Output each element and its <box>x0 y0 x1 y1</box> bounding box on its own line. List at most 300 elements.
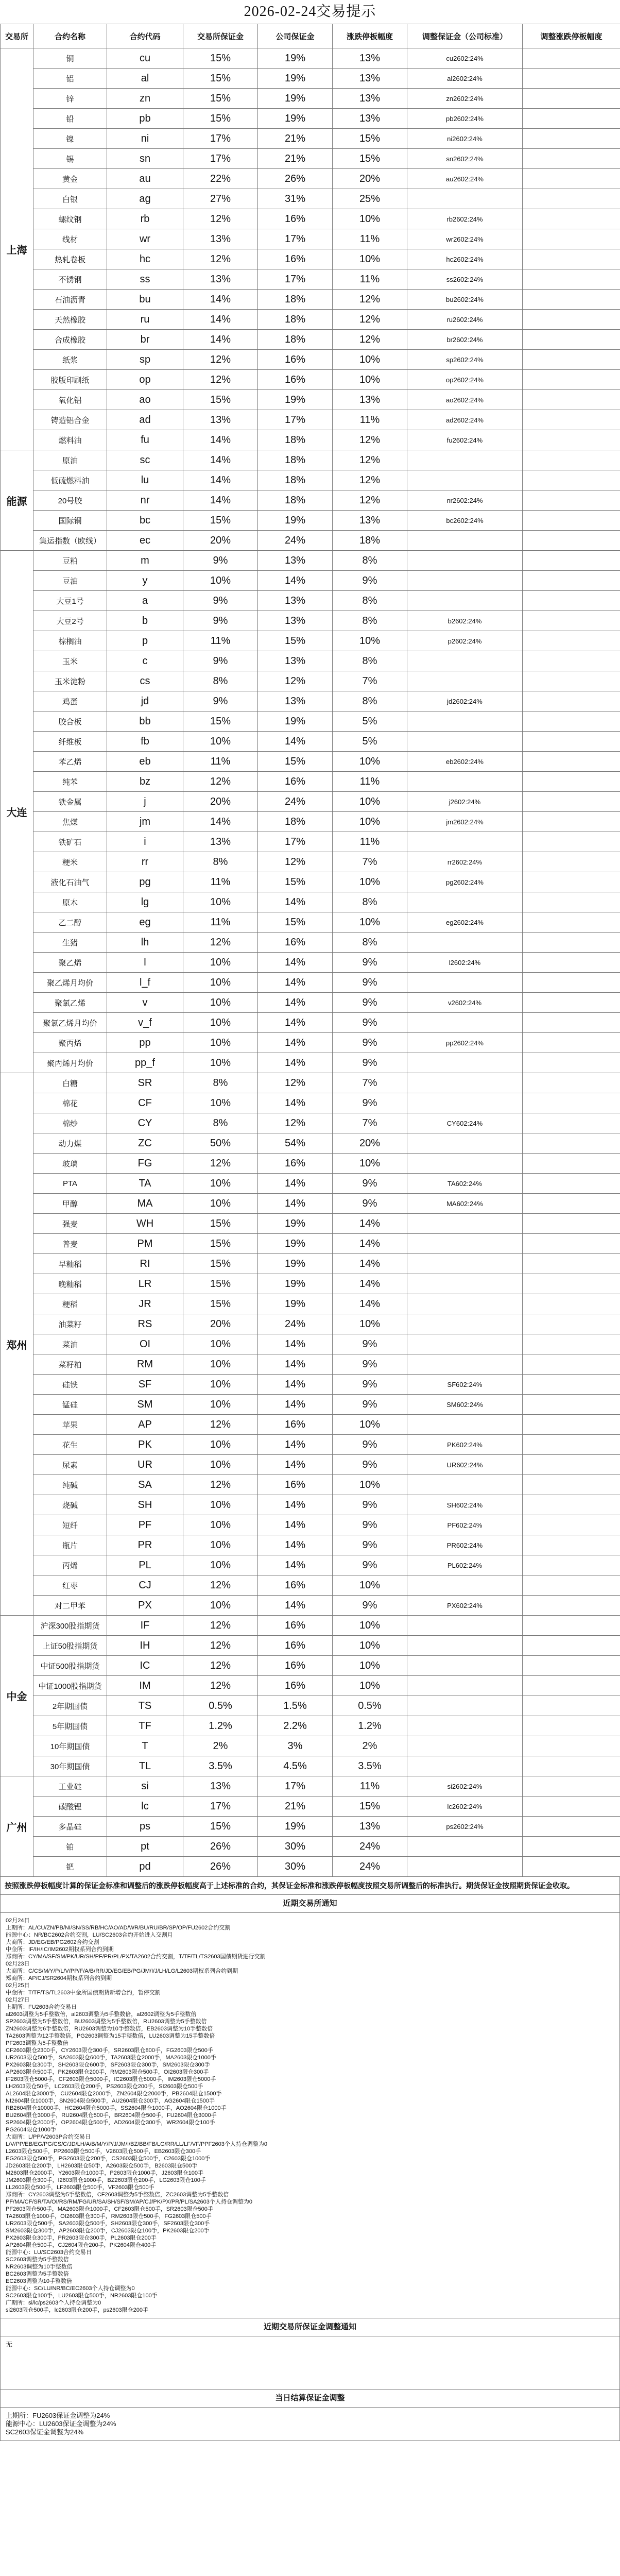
contract-code-cell: TA <box>107 1174 183 1194</box>
adjusted-margin-cell <box>407 1314 523 1334</box>
contract-code-cell: pt <box>107 1837 183 1857</box>
limit-range-cell: 12% <box>333 330 407 350</box>
contract-name-cell: 聚丙烯 <box>33 1033 107 1053</box>
adjusted-margin-cell <box>407 571 523 591</box>
adjusted-margin-cell <box>407 1073 523 1093</box>
table-row <box>1 129 620 149</box>
table-row <box>1 1495 620 1515</box>
company-margin-cell: 14% <box>258 1174 333 1194</box>
limit-range-cell: 14% <box>333 1214 407 1234</box>
adjusted-limit-cell <box>523 470 620 490</box>
contract-name-cell: 锰硅 <box>33 1395 107 1415</box>
contract-name-cell: 粳米 <box>33 852 107 872</box>
adjusted-limit-cell <box>523 651 620 671</box>
contract-name-cell: 瓶片 <box>33 1535 107 1555</box>
contract-name-cell: 菜油 <box>33 1334 107 1354</box>
table-row <box>1 470 620 490</box>
adjusted-limit-cell <box>523 1033 620 1053</box>
contract-code-cell: ec <box>107 531 183 551</box>
contract-code-cell: pp <box>107 1033 183 1053</box>
adjusted-margin-cell <box>407 1274 523 1294</box>
limit-range-cell: 7% <box>333 1113 407 1133</box>
limit-range-cell: 12% <box>333 450 407 470</box>
adjust-text: 无 <box>6 2341 13 2348</box>
limit-range-cell: 10% <box>333 1676 407 1696</box>
table-row <box>1 89 620 109</box>
adjusted-margin-cell: bc2602:24% <box>407 511 523 531</box>
company-margin-cell: 17% <box>258 1776 333 1797</box>
exchange-margin-cell: 10% <box>183 1334 258 1354</box>
contract-name-cell: 大豆1号 <box>33 591 107 611</box>
limit-range-cell: 14% <box>333 1254 407 1274</box>
contract-name-cell: 聚氯乙烯月均价 <box>33 1013 107 1033</box>
company-margin-cell: 26% <box>258 169 333 189</box>
adjusted-margin-cell: b2602:24% <box>407 611 523 631</box>
contract-code-cell: ad <box>107 410 183 430</box>
company-margin-cell: 19% <box>258 109 333 129</box>
table-row <box>1 149 620 169</box>
header-limit-range: 涨跌停板幅度 <box>333 24 407 48</box>
contract-name-cell: 聚氯乙烯 <box>33 993 107 1013</box>
company-margin-cell: 3% <box>258 1736 333 1756</box>
table-row <box>1 1837 620 1857</box>
contract-name-cell: 聚乙烯 <box>33 953 107 973</box>
adjusted-limit-cell <box>523 209 620 229</box>
company-margin-cell: 19% <box>258 1234 333 1254</box>
table-row <box>1 1797 620 1817</box>
limit-range-cell: 10% <box>333 350 407 370</box>
adjusted-limit-cell <box>523 812 620 832</box>
limit-range-cell: 8% <box>333 691 407 711</box>
limit-range-cell: 7% <box>333 1073 407 1093</box>
header-company-margin: 公司保证金 <box>258 24 333 48</box>
exchange-margin-cell: 15% <box>183 1254 258 1274</box>
adjusted-limit-cell <box>523 1676 620 1696</box>
adjusted-margin-cell <box>407 1676 523 1696</box>
limit-range-cell: 12% <box>333 470 407 490</box>
company-margin-cell: 17% <box>258 410 333 430</box>
adjusted-limit-cell <box>523 1214 620 1234</box>
company-margin-cell: 19% <box>258 1294 333 1314</box>
contract-code-cell: jd <box>107 691 183 711</box>
table-row <box>1 1174 620 1194</box>
contract-code-cell: T <box>107 1736 183 1756</box>
contract-code-cell: SR <box>107 1073 183 1093</box>
contract-code-cell: i <box>107 832 183 852</box>
table-row <box>1 1073 620 1093</box>
adjusted-margin-cell <box>407 832 523 852</box>
limit-range-cell: 9% <box>333 1555 407 1575</box>
exchange-cell: 能源 <box>1 450 33 551</box>
adjusted-limit-cell <box>523 89 620 109</box>
adjusted-margin-cell <box>407 531 523 551</box>
contract-code-cell: IF <box>107 1616 183 1636</box>
company-margin-cell: 12% <box>258 852 333 872</box>
adjusted-limit-cell <box>523 430 620 450</box>
company-margin-cell: 16% <box>258 1154 333 1174</box>
exchange-margin-cell: 12% <box>183 1154 258 1174</box>
contract-code-cell: jm <box>107 812 183 832</box>
company-margin-cell: 17% <box>258 269 333 290</box>
adjusted-limit-cell <box>523 490 620 511</box>
contract-name-cell: 丙烯 <box>33 1555 107 1575</box>
contract-code-cell: fb <box>107 732 183 752</box>
contract-name-cell: 20号胶 <box>33 490 107 511</box>
limit-range-cell: 13% <box>333 48 407 69</box>
contract-code-cell: si <box>107 1776 183 1797</box>
contract-name-cell: 普麦 <box>33 1234 107 1254</box>
contract-name-cell: 胶版印刷纸 <box>33 370 107 390</box>
adjusted-limit-cell <box>523 1375 620 1395</box>
table-row <box>1 1515 620 1535</box>
adjusted-limit-cell <box>523 1133 620 1154</box>
limit-range-cell: 8% <box>333 551 407 571</box>
adjusted-margin-cell: SM602:24% <box>407 1395 523 1415</box>
table-row <box>1 691 620 711</box>
adjusted-margin-cell: j2602:24% <box>407 792 523 812</box>
table-row <box>1 1354 620 1375</box>
contract-name-cell: 聚乙烯月均价 <box>33 973 107 993</box>
contract-code-cell: lh <box>107 933 183 953</box>
today-adjust-line: 能源中心：LU2603保证金调整为24% <box>6 2420 116 2428</box>
contract-name-cell: 动力煤 <box>33 1133 107 1154</box>
company-margin-cell: 18% <box>258 450 333 470</box>
table-row <box>1 410 620 430</box>
company-margin-cell: 14% <box>258 1455 333 1475</box>
adjusted-margin-cell: jm2602:24% <box>407 812 523 832</box>
contract-code-cell: m <box>107 551 183 571</box>
contract-code-cell: a <box>107 591 183 611</box>
adjusted-margin-cell <box>407 892 523 912</box>
limit-range-cell: 13% <box>333 511 407 531</box>
table-row <box>1 229 620 249</box>
exchange-margin-cell: 15% <box>183 511 258 531</box>
limit-range-cell: 3.5% <box>333 1756 407 1776</box>
exchange-margin-cell: 11% <box>183 912 258 933</box>
exchange-margin-cell: 12% <box>183 1636 258 1656</box>
adjusted-limit-cell <box>523 1254 620 1274</box>
adjusted-limit-cell <box>523 1053 620 1073</box>
limit-range-cell: 8% <box>333 892 407 912</box>
adjusted-margin-cell: PX602:24% <box>407 1596 523 1616</box>
table-row <box>1 912 620 933</box>
table-row <box>1 1334 620 1354</box>
exchange-margin-cell: 3.5% <box>183 1756 258 1776</box>
contract-name-cell: 燃料油 <box>33 430 107 450</box>
limit-range-cell: 9% <box>333 1174 407 1194</box>
adjusted-margin-cell <box>407 470 523 490</box>
company-margin-cell: 15% <box>258 631 333 651</box>
limit-range-cell: 8% <box>333 651 407 671</box>
adjusted-margin-cell <box>407 1294 523 1314</box>
limit-range-cell: 15% <box>333 1797 407 1817</box>
adjusted-limit-cell <box>523 1776 620 1797</box>
limit-range-cell: 1.2% <box>333 1716 407 1736</box>
company-margin-cell: 15% <box>258 912 333 933</box>
contract-name-cell: 白糖 <box>33 1073 107 1093</box>
adjusted-margin-cell <box>407 933 523 953</box>
company-margin-cell: 14% <box>258 1515 333 1535</box>
contract-code-cell: op <box>107 370 183 390</box>
adjusted-limit-cell <box>523 1495 620 1515</box>
company-margin-cell: 14% <box>258 993 333 1013</box>
table-row <box>1 1656 620 1676</box>
contract-code-cell: al <box>107 69 183 89</box>
contract-code-cell: SF <box>107 1375 183 1395</box>
exchange-margin-cell: 0.5% <box>183 1696 258 1716</box>
contract-name-cell: 菜籽粕 <box>33 1354 107 1375</box>
contract-name-cell: 鸡蛋 <box>33 691 107 711</box>
company-margin-cell: 14% <box>258 1435 333 1455</box>
adjusted-limit-cell <box>523 310 620 330</box>
adjusted-limit-cell <box>523 611 620 631</box>
company-margin-cell: 30% <box>258 1837 333 1857</box>
limit-range-cell: 13% <box>333 1817 407 1837</box>
adjusted-limit-cell <box>523 330 620 350</box>
exchange-margin-cell: 11% <box>183 752 258 772</box>
contract-code-cell: pd <box>107 1857 183 1877</box>
company-margin-cell: 16% <box>258 1676 333 1696</box>
table-row <box>1 832 620 852</box>
adjusted-limit-cell <box>523 1515 620 1535</box>
section-adjust-heading: 近期交易所保证金调整通知 <box>0 2318 620 2336</box>
table-row <box>1 1133 620 1154</box>
exchange-margin-cell: 10% <box>183 1596 258 1616</box>
contract-code-cell: fu <box>107 430 183 450</box>
company-margin-cell: 30% <box>258 1857 333 1877</box>
adjusted-margin-cell <box>407 1053 523 1073</box>
limit-range-cell: 10% <box>333 912 407 933</box>
adjusted-limit-cell <box>523 671 620 691</box>
contract-name-cell: 钯 <box>33 1857 107 1877</box>
table-row <box>1 631 620 651</box>
adjusted-limit-cell <box>523 571 620 591</box>
company-margin-cell: 16% <box>258 1636 333 1656</box>
footer-note: 按照涨跌停板幅度计算的保证金标准和调整后的涨跌停板幅度高于上述标准的合约，其保证金标准和涨跌停板幅度按照交易所调整后的标准执行。期货保证金按照期货保证金收取。 <box>0 1877 620 1895</box>
company-margin-cell: 14% <box>258 1053 333 1073</box>
limit-range-cell: 7% <box>333 671 407 691</box>
contract-code-cell: pg <box>107 872 183 892</box>
table-row <box>1 450 620 470</box>
contract-code-cell: ag <box>107 189 183 209</box>
contract-name-cell: 多晶硅 <box>33 1817 107 1837</box>
contract-code-cell: SA <box>107 1475 183 1495</box>
table-row <box>1 310 620 330</box>
table-row <box>1 1053 620 1073</box>
limit-range-cell: 10% <box>333 812 407 832</box>
notice-paragraph: 郑商所：CY2603调整为5手整数倍，CF2603调整为5手整数倍，ZC2603调整为5手整数倍 PF/MA/CF/SR/TA/OI/RS/RM/FG/UR/SA/SH/SF/SM/AP/CJ/PK/PX/PR/PL/SA2603个人持仓调整为0 PF2603限仓500手，MA2603限仓1000手，CF2603限仓500手，SR2603限仓500手 TA2603限仓1000手，OI2603限仓300手，RM2603限仓500手，FG2603限仓500手 UR2603限仓500手，SA2603限仓500手，SH2603限仓300手，SF2603限仓300手 SM2603限仓300手，AP2603限仓200手，CJ2603限仓100手，PK2603限仓200手 PX2603限仓300手，PR2603限仓300手，PL2603限仓200手 AP2604限仓500手，CJ2604限仓200手，PK2604限仓400手 <box>6 2192 252 2248</box>
adjusted-margin-cell: rb2602:24% <box>407 209 523 229</box>
company-margin-cell: 14% <box>258 571 333 591</box>
company-margin-cell: 16% <box>258 933 333 953</box>
company-margin-cell: 13% <box>258 551 333 571</box>
limit-range-cell: 9% <box>333 1013 407 1033</box>
company-margin-cell: 2.2% <box>258 1716 333 1736</box>
adjusted-limit-cell <box>523 912 620 933</box>
exchange-margin-cell: 13% <box>183 410 258 430</box>
exchange-margin-cell: 14% <box>183 490 258 511</box>
limit-range-cell: 13% <box>333 69 407 89</box>
limit-range-cell: 10% <box>333 1415 407 1435</box>
adjusted-margin-cell <box>407 1716 523 1736</box>
contract-code-cell: ni <box>107 129 183 149</box>
limit-range-cell: 12% <box>333 490 407 511</box>
contract-code-cell: rr <box>107 852 183 872</box>
table-row <box>1 1575 620 1596</box>
contract-code-cell: CF <box>107 1093 183 1113</box>
limit-range-cell: 10% <box>333 1475 407 1495</box>
contract-code-cell: y <box>107 571 183 591</box>
contract-code-cell: cu <box>107 48 183 69</box>
table-row <box>1 933 620 953</box>
adjusted-margin-cell <box>407 1837 523 1857</box>
adjusted-margin-cell: TA602:24% <box>407 1174 523 1194</box>
adjusted-margin-cell <box>407 1857 523 1877</box>
company-margin-cell: 19% <box>258 390 333 410</box>
contract-code-cell: sp <box>107 350 183 370</box>
contract-name-cell: 强麦 <box>33 1214 107 1234</box>
company-margin-cell: 14% <box>258 953 333 973</box>
limit-range-cell: 13% <box>333 109 407 129</box>
limit-range-cell: 15% <box>333 149 407 169</box>
notice-block <box>0 1913 620 2318</box>
contract-name-cell: 豆粕 <box>33 551 107 571</box>
contract-name-cell: 白银 <box>33 189 107 209</box>
exchange-margin-cell: 9% <box>183 651 258 671</box>
adjusted-limit-cell <box>523 69 620 89</box>
exchange-margin-cell: 17% <box>183 1797 258 1817</box>
contract-name-cell: 铝 <box>33 69 107 89</box>
company-margin-cell: 12% <box>258 1113 333 1133</box>
contract-name-cell: 棉花 <box>33 1093 107 1113</box>
limit-range-cell: 12% <box>333 290 407 310</box>
limit-range-cell: 11% <box>333 772 407 792</box>
exchange-margin-cell: 10% <box>183 1013 258 1033</box>
exchange-margin-cell: 10% <box>183 1375 258 1395</box>
limit-range-cell: 12% <box>333 430 407 450</box>
exchange-margin-cell: 15% <box>183 69 258 89</box>
adjusted-limit-cell <box>523 1575 620 1596</box>
contract-name-cell: 早籼稻 <box>33 1254 107 1274</box>
adjusted-limit-cell <box>523 1234 620 1254</box>
table-row <box>1 1154 620 1174</box>
contract-name-cell: 玉米 <box>33 651 107 671</box>
adjusted-margin-cell <box>407 1254 523 1274</box>
table-row <box>1 772 620 792</box>
adjusted-margin-cell: hc2602:24% <box>407 249 523 269</box>
adjusted-margin-cell <box>407 973 523 993</box>
contract-name-cell: 铅 <box>33 109 107 129</box>
adjusted-margin-cell <box>407 711 523 732</box>
contract-name-cell: 热轧卷板 <box>33 249 107 269</box>
company-margin-cell: 14% <box>258 1033 333 1053</box>
company-margin-cell: 19% <box>258 1274 333 1294</box>
exchange-margin-cell: 9% <box>183 691 258 711</box>
contract-code-cell: RS <box>107 1314 183 1334</box>
adjusted-limit-cell <box>523 149 620 169</box>
limit-range-cell: 10% <box>333 631 407 651</box>
company-margin-cell: 14% <box>258 973 333 993</box>
limit-range-cell: 20% <box>333 1133 407 1154</box>
company-margin-cell: 18% <box>258 290 333 310</box>
contract-code-cell: hc <box>107 249 183 269</box>
exchange-margin-cell: 11% <box>183 872 258 892</box>
exchange-margin-cell: 12% <box>183 249 258 269</box>
adjusted-margin-cell: ss2602:24% <box>407 269 523 290</box>
adjusted-limit-cell <box>523 350 620 370</box>
company-margin-cell: 16% <box>258 350 333 370</box>
company-margin-cell: 21% <box>258 1797 333 1817</box>
adjusted-limit-cell <box>523 1455 620 1475</box>
exchange-margin-cell: 10% <box>183 1535 258 1555</box>
adjusted-margin-cell: SH602:24% <box>407 1495 523 1515</box>
adjusted-margin-cell <box>407 1154 523 1174</box>
table-row <box>1 1013 620 1033</box>
adjusted-margin-cell <box>407 1575 523 1596</box>
contract-code-cell: eb <box>107 752 183 772</box>
adjusted-margin-cell <box>407 450 523 470</box>
limit-range-cell: 9% <box>333 1495 407 1515</box>
contract-name-cell: 中证500股指期货 <box>33 1656 107 1676</box>
adjusted-limit-cell <box>523 1636 620 1656</box>
contract-name-cell: 尿素 <box>33 1455 107 1475</box>
exchange-margin-cell: 14% <box>183 310 258 330</box>
table-row <box>1 69 620 89</box>
limit-range-cell: 18% <box>333 531 407 551</box>
adjusted-limit-cell <box>523 892 620 912</box>
exchange-margin-cell: 14% <box>183 450 258 470</box>
adjusted-limit-cell <box>523 48 620 69</box>
table-row <box>1 1033 620 1053</box>
exchange-margin-cell: 10% <box>183 1194 258 1214</box>
contract-name-cell: 铸造铝合金 <box>33 410 107 430</box>
company-margin-cell: 16% <box>258 1475 333 1495</box>
adjusted-margin-cell: l2602:24% <box>407 953 523 973</box>
company-margin-cell: 21% <box>258 149 333 169</box>
adjusted-limit-cell <box>523 290 620 310</box>
contract-code-cell: sn <box>107 149 183 169</box>
adjusted-limit-cell <box>523 711 620 732</box>
adjusted-limit-cell <box>523 551 620 571</box>
exchange-margin-cell: 10% <box>183 1495 258 1515</box>
table-row <box>1 551 620 571</box>
adjusted-limit-cell <box>523 772 620 792</box>
exchange-margin-cell: 15% <box>183 109 258 129</box>
table-row <box>1 1455 620 1475</box>
exchange-margin-cell: 11% <box>183 631 258 651</box>
limit-range-cell: 9% <box>333 1033 407 1053</box>
adjusted-limit-cell <box>523 631 620 651</box>
contract-name-cell: 合成橡胶 <box>33 330 107 350</box>
company-margin-cell: 14% <box>258 1013 333 1033</box>
table-row <box>1 1194 620 1214</box>
section-today-heading: 当日结算保证金调整 <box>0 2389 620 2408</box>
limit-range-cell: 5% <box>333 711 407 732</box>
limit-range-cell: 24% <box>333 1857 407 1877</box>
contract-code-cell: c <box>107 651 183 671</box>
contract-name-cell: 红枣 <box>33 1575 107 1596</box>
table-row <box>1 490 620 511</box>
adjusted-limit-cell <box>523 1797 620 1817</box>
adjusted-limit-cell <box>523 511 620 531</box>
limit-range-cell: 9% <box>333 1535 407 1555</box>
company-margin-cell: 12% <box>258 671 333 691</box>
exchange-margin-cell: 10% <box>183 1053 258 1073</box>
contract-name-cell: 聚丙烯月均价 <box>33 1053 107 1073</box>
limit-range-cell: 9% <box>333 953 407 973</box>
contract-name-cell: 生猪 <box>33 933 107 953</box>
adjusted-margin-cell: PL602:24% <box>407 1555 523 1575</box>
